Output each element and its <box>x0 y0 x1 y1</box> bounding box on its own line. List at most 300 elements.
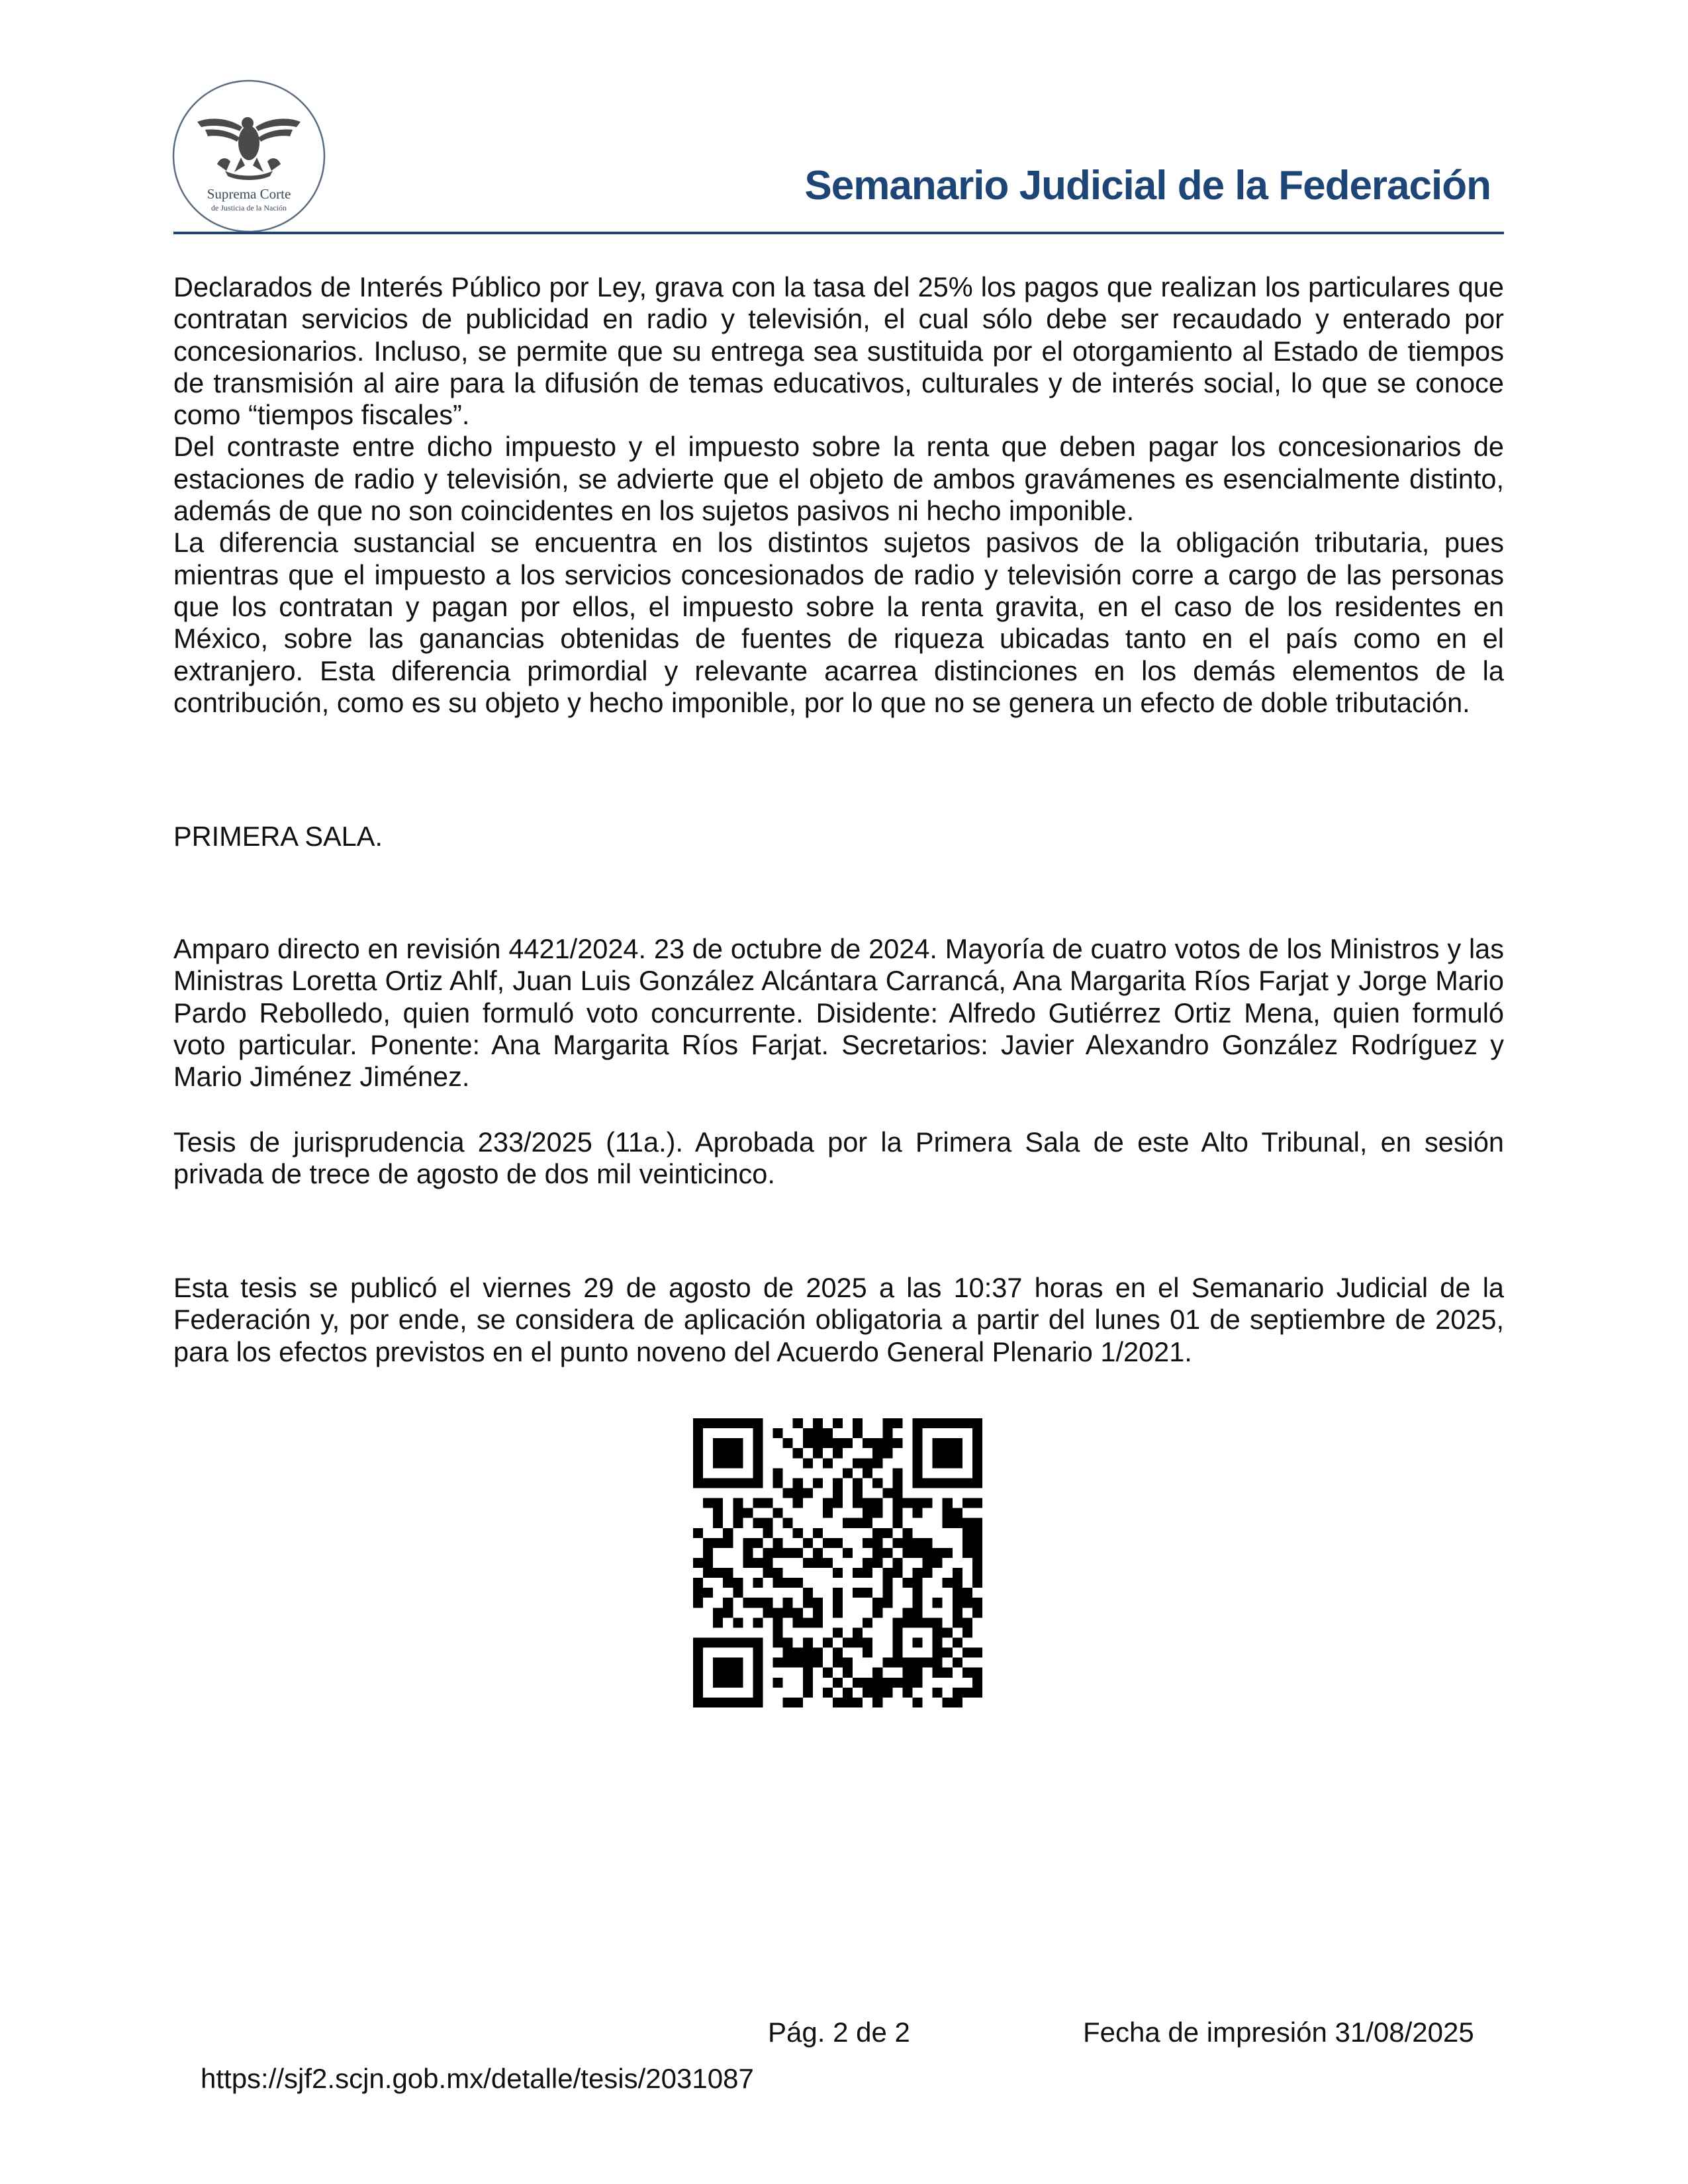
qr-module <box>882 1438 892 1448</box>
print-date: Fecha de impresión 31/08/2025 <box>1083 2017 1474 2048</box>
qr-module <box>743 1548 753 1558</box>
qr-module <box>943 1548 953 1558</box>
qr-module <box>933 1638 943 1648</box>
qr-module <box>872 1458 882 1468</box>
qr-module <box>803 1588 813 1598</box>
qr-module <box>872 1698 882 1707</box>
qr-module <box>933 1448 943 1458</box>
qr-module <box>892 1568 902 1578</box>
qr-module <box>902 1658 912 1668</box>
qr-module <box>753 1658 763 1668</box>
qr-module <box>813 1658 823 1668</box>
qr-module <box>953 1688 962 1698</box>
qr-module <box>863 1617 872 1627</box>
qr-module <box>872 1688 882 1698</box>
qr-module <box>823 1558 833 1568</box>
qr-module <box>793 1478 803 1488</box>
qr-module <box>713 1658 723 1668</box>
qr-module <box>793 1528 803 1538</box>
qr-module <box>953 1638 962 1648</box>
qr-module <box>743 1698 753 1707</box>
qr-module <box>923 1558 933 1568</box>
qr-module <box>713 1668 723 1678</box>
qr-module <box>972 1548 982 1558</box>
qr-module <box>902 1678 912 1688</box>
qr-module <box>803 1488 813 1498</box>
qr-module <box>693 1428 703 1438</box>
qr-module <box>783 1638 793 1648</box>
qr-module <box>703 1418 713 1428</box>
qr-module <box>972 1558 982 1568</box>
qr-module <box>953 1418 962 1428</box>
qr-module <box>913 1598 923 1608</box>
scjn-logo <box>171 78 327 234</box>
qr-module <box>693 1458 703 1468</box>
qr-module <box>953 1578 962 1588</box>
qr-module <box>793 1488 803 1498</box>
qr-module <box>833 1648 843 1658</box>
qr-module <box>882 1418 892 1428</box>
qr-module <box>962 1548 972 1558</box>
qr-module <box>763 1568 773 1578</box>
qr-module <box>773 1548 783 1558</box>
qr-module <box>953 1598 962 1608</box>
qr-module <box>953 1658 962 1668</box>
qr-module <box>913 1508 923 1518</box>
qr-module <box>803 1658 813 1668</box>
qr-module <box>753 1648 763 1658</box>
qr-module <box>913 1617 923 1627</box>
qr-module <box>943 1438 953 1448</box>
qr-module <box>723 1608 733 1617</box>
qr-module <box>882 1568 892 1578</box>
qr-module <box>882 1428 892 1438</box>
qr-module <box>882 1588 892 1598</box>
qr-module <box>803 1538 813 1548</box>
qr-module <box>853 1678 863 1688</box>
qr-module <box>882 1578 892 1588</box>
qr-module <box>753 1598 763 1608</box>
qr-module <box>783 1608 793 1617</box>
qr-module <box>693 1448 703 1458</box>
qr-module <box>713 1508 723 1518</box>
qr-module <box>892 1538 902 1548</box>
qr-module <box>753 1458 763 1468</box>
qr-module <box>902 1498 912 1508</box>
qr-module <box>972 1598 982 1608</box>
qr-module <box>872 1528 882 1538</box>
qr-module <box>913 1498 923 1508</box>
qr-module <box>843 1638 853 1648</box>
qr-module <box>783 1438 793 1448</box>
qr-module <box>933 1558 943 1568</box>
qr-module <box>713 1678 723 1688</box>
qr-module <box>962 1668 972 1678</box>
qr-module <box>713 1698 723 1707</box>
qr-module <box>972 1678 982 1688</box>
qr-module <box>763 1518 773 1528</box>
qr-module <box>753 1538 763 1548</box>
qr-module <box>723 1458 733 1468</box>
qr-module <box>962 1588 972 1598</box>
qr-module <box>902 1688 912 1698</box>
qr-module <box>723 1698 733 1707</box>
qr-module <box>872 1558 882 1568</box>
qr-module <box>713 1458 723 1468</box>
qr-module <box>923 1498 933 1508</box>
qr-module <box>723 1478 733 1488</box>
qr-module <box>943 1508 953 1518</box>
qr-module <box>783 1658 793 1668</box>
qr-module <box>943 1627 953 1637</box>
qr-module <box>933 1658 943 1668</box>
qr-module <box>872 1438 882 1448</box>
qr-module <box>723 1598 733 1608</box>
qr-module <box>972 1668 982 1678</box>
qr-module <box>943 1498 953 1508</box>
qr-module <box>872 1478 882 1488</box>
qr-module <box>863 1458 872 1468</box>
qr-module <box>713 1438 723 1448</box>
qr-module <box>863 1558 872 1568</box>
qr-module <box>763 1498 773 1508</box>
qr-module <box>723 1578 733 1588</box>
qr-module <box>913 1418 923 1428</box>
qr-module <box>913 1548 923 1558</box>
qr-code <box>693 1418 982 1707</box>
qr-module <box>693 1688 703 1698</box>
qr-module <box>703 1538 713 1548</box>
qr-module <box>962 1617 972 1627</box>
qr-module <box>823 1688 833 1698</box>
qr-module <box>803 1668 813 1678</box>
qr-module <box>953 1608 962 1617</box>
qr-module <box>902 1528 912 1538</box>
qr-module <box>913 1588 923 1598</box>
qr-module <box>913 1478 923 1488</box>
qr-module <box>733 1478 743 1488</box>
qr-module <box>962 1538 972 1548</box>
qr-module <box>693 1438 703 1448</box>
qr-module <box>962 1528 972 1538</box>
qr-module <box>933 1617 943 1627</box>
qr-module <box>853 1498 863 1508</box>
qr-module <box>733 1668 743 1678</box>
qr-module <box>892 1438 902 1448</box>
qr-module <box>882 1658 892 1668</box>
qr-module <box>843 1468 853 1478</box>
qr-module <box>933 1548 943 1558</box>
qr-module <box>723 1448 733 1458</box>
qr-module <box>833 1627 843 1637</box>
qr-module <box>693 1658 703 1668</box>
qr-module <box>972 1688 982 1698</box>
qr-module <box>843 1548 853 1558</box>
qr-module <box>693 1698 703 1707</box>
qr-module <box>773 1568 783 1578</box>
qr-module <box>713 1568 723 1578</box>
qr-module <box>872 1668 882 1678</box>
qr-module <box>753 1668 763 1678</box>
qr-module <box>723 1568 733 1578</box>
qr-module <box>902 1578 912 1588</box>
qr-module <box>972 1418 982 1428</box>
qr-module <box>713 1418 723 1428</box>
qr-module <box>743 1558 753 1568</box>
qr-module <box>913 1438 923 1448</box>
qr-module <box>853 1698 863 1707</box>
qr-module <box>953 1698 962 1707</box>
qr-module <box>913 1568 923 1578</box>
qr-module <box>703 1548 713 1558</box>
qr-module <box>693 1598 703 1608</box>
qr-module <box>773 1627 783 1637</box>
qr-module <box>703 1498 713 1508</box>
qr-module <box>763 1548 773 1558</box>
qr-module <box>892 1488 902 1498</box>
qr-module <box>793 1448 803 1458</box>
qr-module <box>953 1438 962 1448</box>
qr-module <box>872 1508 882 1518</box>
qr-module <box>972 1648 982 1658</box>
qr-module <box>753 1688 763 1698</box>
qr-module <box>773 1658 783 1668</box>
qr-module <box>892 1638 902 1648</box>
qr-module <box>882 1488 892 1498</box>
qr-module <box>833 1598 843 1608</box>
qr-module <box>713 1498 723 1508</box>
qr-module <box>803 1638 813 1648</box>
qr-module <box>753 1428 763 1438</box>
source-url[interactable]: https://sjf2.scjn.gob.mx/detalle/tesis/2031087 <box>201 2063 754 2094</box>
qr-module <box>892 1468 902 1478</box>
qr-module <box>743 1538 753 1548</box>
qr-module <box>913 1538 923 1548</box>
qr-module <box>803 1598 813 1608</box>
qr-module <box>843 1698 853 1707</box>
qr-module <box>713 1448 723 1458</box>
qr-module <box>703 1568 713 1578</box>
qr-module <box>773 1608 783 1617</box>
qr-module <box>733 1498 743 1508</box>
qr-module <box>833 1538 843 1548</box>
qr-module <box>783 1648 793 1658</box>
qr-module <box>783 1518 793 1528</box>
qr-module <box>773 1508 783 1518</box>
qr-module <box>953 1568 962 1578</box>
qr-module <box>953 1508 962 1518</box>
qr-module <box>703 1588 713 1598</box>
qr-module <box>733 1448 743 1458</box>
qr-module <box>783 1578 793 1588</box>
qr-module <box>902 1668 912 1678</box>
qr-module <box>723 1668 733 1678</box>
qr-module <box>923 1658 933 1668</box>
qr-module <box>833 1588 843 1598</box>
qr-module <box>962 1627 972 1637</box>
qr-module <box>803 1558 813 1568</box>
qr-module <box>943 1448 953 1458</box>
qr-module <box>823 1638 833 1648</box>
qr-module <box>693 1588 703 1598</box>
qr-module <box>863 1538 872 1548</box>
qr-module <box>913 1458 923 1468</box>
qr-module <box>953 1448 962 1458</box>
qr-module <box>713 1617 723 1627</box>
qr-module <box>793 1418 803 1428</box>
qr-module <box>803 1688 813 1698</box>
qr-module <box>882 1528 892 1538</box>
qr-module <box>972 1448 982 1458</box>
qr-module <box>833 1488 843 1498</box>
qr-module <box>763 1528 773 1538</box>
qr-module <box>693 1638 703 1648</box>
qr-module <box>713 1538 723 1548</box>
qr-module <box>943 1518 953 1528</box>
qr-module <box>813 1648 823 1658</box>
qr-module <box>753 1418 763 1428</box>
qr-module <box>753 1698 763 1707</box>
qr-module <box>793 1698 803 1707</box>
qr-module <box>803 1678 813 1688</box>
qr-module <box>882 1598 892 1608</box>
qr-module <box>793 1578 803 1588</box>
qr-module <box>753 1518 763 1528</box>
qr-module <box>843 1518 853 1528</box>
qr-module <box>833 1448 843 1458</box>
qr-module <box>943 1458 953 1468</box>
qr-module <box>902 1608 912 1617</box>
qr-module <box>843 1668 853 1678</box>
qr-module <box>773 1617 783 1627</box>
qr-module <box>703 1638 713 1648</box>
qr-module <box>853 1627 863 1637</box>
qr-module <box>972 1538 982 1548</box>
qr-module <box>943 1578 953 1588</box>
qr-module <box>933 1438 943 1448</box>
qr-module <box>962 1518 972 1528</box>
qr-module <box>813 1617 823 1627</box>
qr-module <box>833 1438 843 1448</box>
qr-module <box>773 1478 783 1488</box>
logo-line-1: Suprema Corte <box>207 186 291 202</box>
qr-module <box>933 1688 943 1698</box>
qr-module <box>943 1418 953 1428</box>
amparo-precedent: Amparo directo en revisión 4421/2024. 23 de octubre de 2024. Mayoría de cuatro votos de los Ministros y las Ministras Loretta Ortiz Ahlf, Juan Luis González Alcántara Carrancá, Ana Margarita Ríos Farjat y Jorge Mario Pardo Rebolledo, quien formuló voto concurrente. Disidente: Alfredo Gutiérrez Ortiz Mena, quien formuló voto particular. Ponente: Ana Margarita Ríos Farjat. Secretarios: Javier Alexandro González Rodríguez y Mario Jiménez Jiménez. <box>173 933 1504 1093</box>
qr-module <box>923 1548 933 1558</box>
qr-module <box>693 1418 703 1428</box>
qr-module <box>972 1468 982 1478</box>
qr-module <box>892 1508 902 1518</box>
qr-module <box>753 1617 763 1627</box>
qr-module <box>713 1518 723 1528</box>
qr-module <box>813 1558 823 1568</box>
qr-module <box>693 1468 703 1478</box>
qr-module <box>833 1698 843 1707</box>
qr-module <box>823 1428 833 1438</box>
qr-module <box>743 1418 753 1428</box>
qr-module <box>882 1678 892 1688</box>
qr-module <box>793 1658 803 1668</box>
qr-module <box>923 1617 933 1627</box>
qr-module <box>933 1458 943 1468</box>
qr-module <box>913 1658 923 1668</box>
qr-module <box>843 1658 853 1668</box>
qr-module <box>843 1688 853 1698</box>
qr-module <box>953 1518 962 1528</box>
qr-module <box>933 1598 943 1608</box>
qr-module <box>872 1608 882 1617</box>
qr-module <box>853 1418 863 1428</box>
qr-module <box>943 1478 953 1488</box>
qr-module <box>882 1688 892 1698</box>
qr-module <box>923 1568 933 1578</box>
qr-module <box>872 1498 882 1508</box>
qr-module <box>753 1468 763 1478</box>
qr-module <box>962 1418 972 1428</box>
qr-module <box>972 1578 982 1588</box>
tesis-approval: Tesis de jurisprudencia 233/2025 (11a.). Aprobada por la Primera Sala de este Alto Tribunal, en sesión privada de trece de agosto de dos mil veinticinco. <box>173 1126 1504 1190</box>
qr-module <box>753 1498 763 1508</box>
qr-module <box>703 1478 713 1488</box>
qr-module <box>892 1627 902 1637</box>
qr-module <box>863 1688 872 1698</box>
qr-module <box>803 1428 813 1438</box>
qr-module <box>793 1548 803 1558</box>
qr-module <box>693 1558 703 1568</box>
qr-module <box>733 1578 743 1588</box>
qr-module <box>813 1528 823 1538</box>
qr-module <box>933 1478 943 1488</box>
qr-module <box>813 1418 823 1428</box>
qr-module <box>773 1678 783 1688</box>
qr-module <box>913 1608 923 1617</box>
qr-module <box>853 1638 863 1648</box>
qr-module <box>863 1508 872 1518</box>
qr-module <box>763 1608 773 1617</box>
qr-module <box>733 1638 743 1648</box>
qr-module <box>972 1438 982 1448</box>
qr-code-icon <box>693 1418 982 1707</box>
qr-module <box>803 1458 813 1468</box>
qr-module <box>972 1428 982 1438</box>
qr-module <box>923 1478 933 1488</box>
qr-module <box>743 1638 753 1648</box>
qr-module <box>813 1608 823 1617</box>
qr-module <box>972 1528 982 1538</box>
qr-module <box>813 1598 823 1608</box>
qr-module <box>882 1548 892 1558</box>
qr-module <box>793 1648 803 1658</box>
qr-module <box>753 1638 763 1648</box>
qr-module <box>913 1468 923 1478</box>
qr-module <box>773 1538 783 1548</box>
qr-module <box>872 1678 882 1688</box>
qr-module <box>943 1668 953 1678</box>
qr-module <box>793 1608 803 1617</box>
qr-module <box>823 1498 833 1508</box>
logo-line-2: de Justicia de la Nación <box>211 203 287 212</box>
qr-module <box>693 1678 703 1688</box>
qr-module <box>723 1678 733 1688</box>
thesis-paragraph: La diferencia sustancial se encuentra en los distintos sujetos pasivos de la obligación tributaria, pues mientras que el impuesto a los servicios concesionados de radio y televisión corre a cargo de las personas que los contratan y pagan por ellos, el impuesto sobre la renta gravita, en el caso de los residentes en México, sobre las ganancias obtenidas de fuentes de riqueza ubicadas tanto en el país como en el extranjero. Esta diferencia primordial y relevante acarrea distinciones en los demás elementos de la contribución, como es su objeto y hecho imponible, por lo que no se genera un efecto de doble tributación. <box>173 527 1504 718</box>
page-number: Pág. 2 de 2 <box>768 2017 910 2048</box>
qr-module <box>773 1468 783 1478</box>
qr-module <box>823 1508 833 1518</box>
qr-module <box>823 1458 833 1468</box>
qr-module <box>853 1518 863 1528</box>
qr-module <box>962 1688 972 1698</box>
